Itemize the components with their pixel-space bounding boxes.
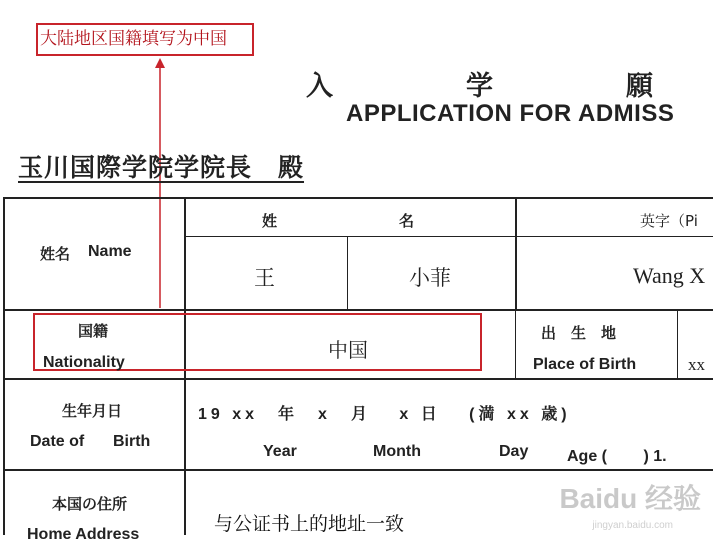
dob-label-cjk: 生年月日: [62, 402, 123, 420]
nationality-label-en: Nationality: [43, 354, 125, 371]
dob-label-en-1: Date of: [30, 433, 85, 450]
english-name-header: 英字（Pi: [640, 212, 698, 230]
address-label-cjk: 本国の住所: [52, 495, 128, 513]
name-label-en: Name: [88, 243, 132, 260]
given-name-value: 小菲: [409, 266, 451, 290]
dob-month-label: Month: [373, 443, 421, 460]
name-label-cjk: 姓名: [40, 245, 71, 263]
place-of-birth-value: xx: [688, 355, 705, 374]
dob-day-label: Day: [499, 443, 529, 460]
surname-header: 姓: [262, 212, 278, 230]
baidu-watermark: Baidu 经验: [559, 483, 701, 514]
baidu-watermark-url: jingyan.baidu.com: [592, 520, 673, 531]
surname-value: 王: [254, 266, 275, 290]
address-value: 与公证书上的地址一致: [214, 513, 405, 535]
english-name-value: Wang X: [633, 263, 706, 288]
dob-year-label: Year: [263, 443, 297, 460]
annotation-callout: 大陆地区国籍填写为中国: [36, 23, 254, 56]
title-char-1: 入: [306, 71, 333, 102]
place-of-birth-label-cjk: 出 生 地: [541, 324, 617, 342]
dob-age-label: Age ( ) 1.: [567, 448, 667, 465]
dob-values: 19 xx 年 x 月 x 日 (満 xx 歳): [198, 406, 571, 423]
nationality-label-cjk: 国籍: [78, 322, 109, 340]
given-name-header: 名: [399, 212, 415, 230]
nationality-value: 中国: [328, 338, 368, 362]
title-char-2: 学: [466, 71, 493, 102]
address-label-en: Home Address: [27, 526, 140, 543]
title-char-3: 願: [626, 71, 653, 102]
title-english: APPLICATION FOR ADMISS: [346, 100, 675, 127]
place-of-birth-label-en: Place of Birth: [533, 356, 637, 373]
addressee: 玉川国際学院学院長 殿: [18, 153, 305, 182]
dob-label-en-2: Birth: [113, 433, 151, 450]
